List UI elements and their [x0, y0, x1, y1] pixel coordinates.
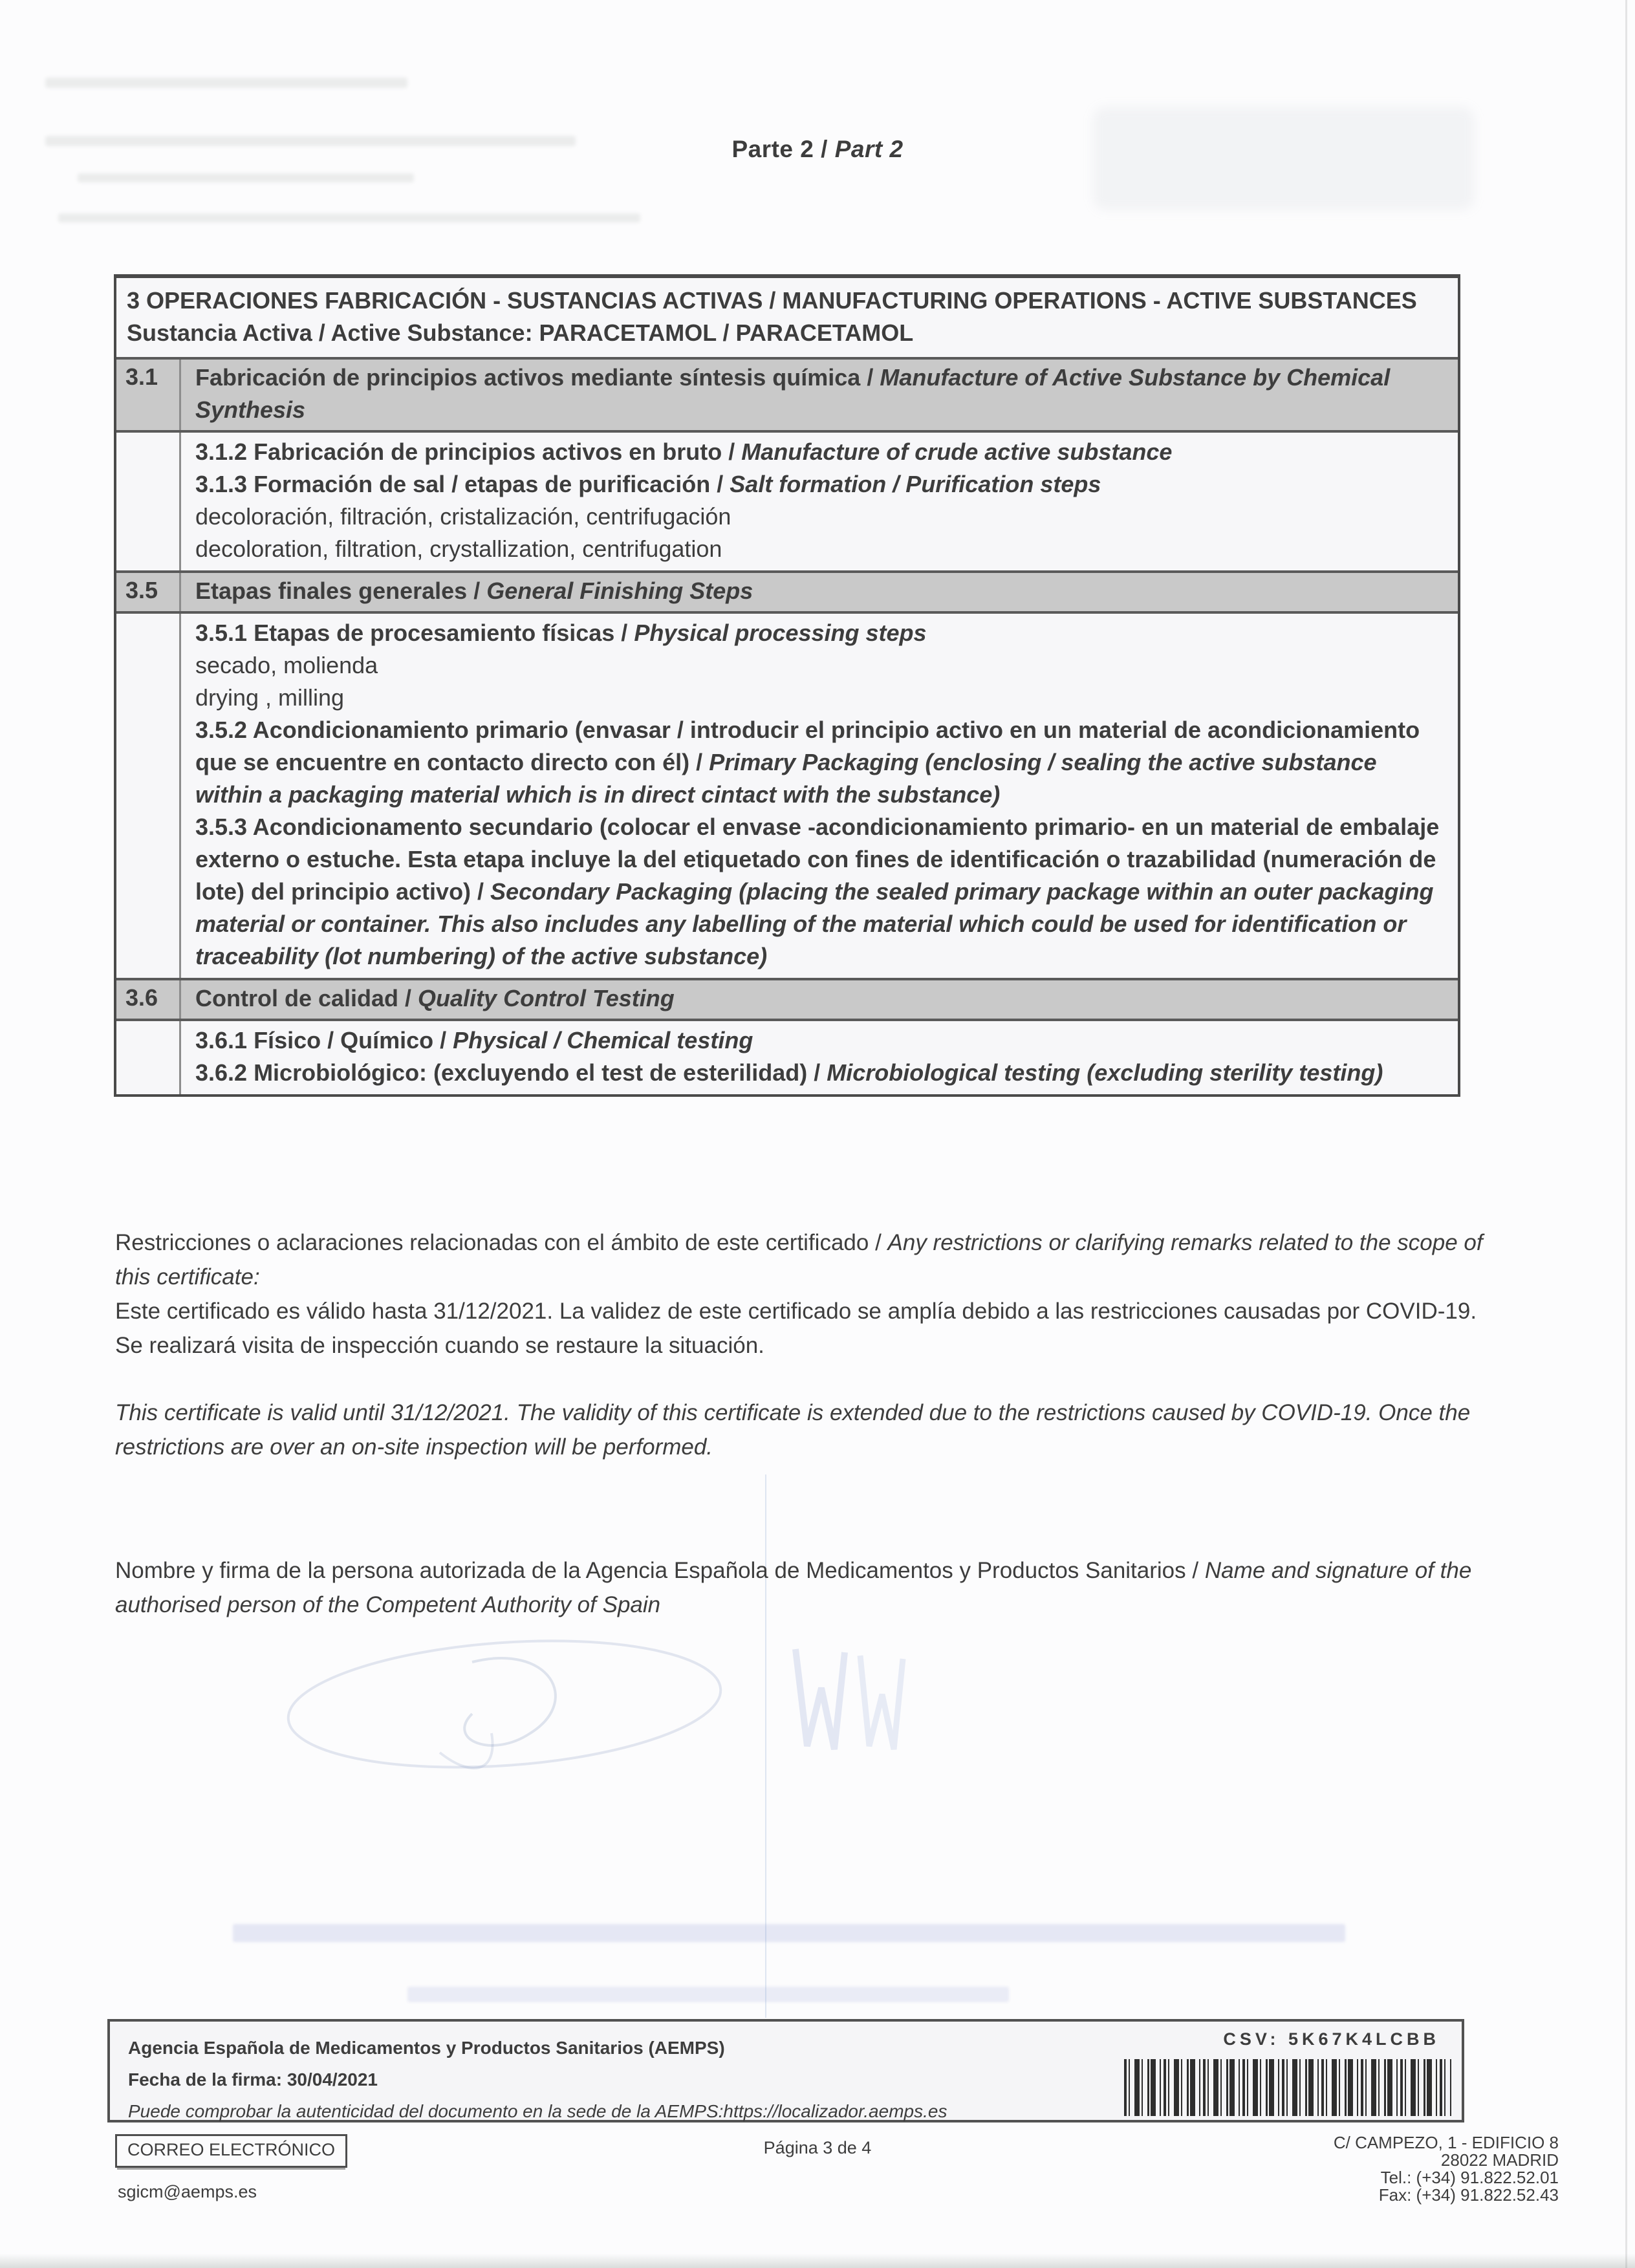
row-number-3-1: 3.1: [116, 360, 181, 430]
row-3-1-text: [181, 360, 1458, 430]
footer-box-left: [128, 2032, 947, 2127]
row-3-6-details-text: [181, 1021, 1458, 1094]
row-3-1-details-text: [181, 433, 1458, 570]
row-3-1-es: Fabricación de principios activos mediante síntesis química /: [195, 364, 880, 391]
remarks-intro: Restricciones o aclaraciones relacionadas con el ámbito de este certificado / Any restrictions or clarifying remarks related to the scope of this certificate:: [115, 1230, 1483, 1290]
phone-line: Tel.: (+34) 91.822.52.01: [1380, 2168, 1559, 2187]
page-title-es: Parte 2 /: [731, 136, 835, 162]
row-3-6-text: [181, 980, 1458, 1019]
csv-code: CSV: 5K67K4LCBB: [1223, 2029, 1440, 2049]
table-header-cell: [116, 278, 1458, 357]
table-row-3-5: [116, 570, 1458, 611]
ghost-signature: [278, 1604, 990, 1811]
line-3-5-2: 3.5.2 Acondicionamiento primario (envasar / introducir el principio activo en un material de acondicionamiento que se encuentre en contacto directo con él) / Primary Packaging (enclosing / sealing the active substance within a packaging material which is in direct cintact with the substance): [195, 717, 1420, 808]
agency-name: Agencia Española de Medicamentos y Productos Sanitarios (AEMPS): [128, 2038, 725, 2058]
table-header-row: [116, 278, 1458, 357]
table-row-3-1-details: [116, 430, 1458, 570]
line-3-5-1: 3.5.1 Etapas de procesamiento físicas / Physical processing steps: [195, 620, 927, 646]
line-3-6-2: 3.6.2 Microbiológico: (excluyendo el test de esterilidad) / Microbiological testing (excluding sterility testing): [195, 1059, 1383, 1086]
scan-artifact-top-left-1: [45, 78, 407, 88]
row-3-5-es: Etapas finales generales /: [195, 578, 487, 604]
scan-edge-right: [1625, 0, 1627, 2268]
row-3-5-en: General Finishing Steps: [486, 578, 753, 604]
row-3-6-en: Quality Control Testing: [418, 985, 675, 1011]
footer-info-box: [107, 2019, 1464, 2122]
scan-artifact-top-left-3: [78, 173, 414, 182]
signature-label-block: [115, 1553, 1486, 1622]
line-drying-en: drying , milling: [195, 684, 345, 711]
table-title: 3 OPERACIONES FABRICACIÓN - SUSTANCIAS ACTIVAS / MANUFACTURING OPERATIONS - ACTIVE SUBSTANCES: [127, 287, 1417, 314]
address-block: [1334, 2134, 1559, 2204]
fax-line: Fax: (+34) 91.822.52.43: [1378, 2185, 1559, 2205]
scan-edge-bottom: [0, 2254, 1635, 2268]
line-decoloration-en: decoloration, filtration, crystallization, centrifugation: [195, 535, 722, 562]
line-3-6-1: 3.6.1 Físico / Químico / Physical / Chemical testing: [195, 1027, 753, 1053]
page-title: [0, 136, 1635, 163]
line-decoloracion-es: decoloración, filtración, cristalización, centrifugación: [195, 503, 731, 530]
row-3-6-es: Control de calidad /: [195, 985, 418, 1011]
table-row-3-1: [116, 357, 1458, 430]
table-row-3-5-details: [116, 611, 1458, 978]
table-row-3-6: [116, 978, 1458, 1019]
email-address: sgicm@aemps.es: [118, 2182, 257, 2201]
scan-artifact-top-left-4: [58, 213, 640, 222]
row-3-5-text: [181, 573, 1458, 611]
remarks-body-en: This certificate is valid until 31/12/2021. The validity of this certificate is extended due to the restrictions caused by COVID-19. Once the restrictions are over an on-site inspection will be performed.: [115, 1400, 1471, 1460]
manufacturing-operations-table: [114, 274, 1460, 1097]
address-line-1: C/ CAMPEZO, 1 - EDIFICIO 8: [1333, 2133, 1559, 2152]
email-label: CORREO ELECTRÓNICO: [127, 2140, 336, 2159]
signature-label: Nombre y firma de la persona autorizada de la Agencia Española de Medicamentos y Productos Sanitarios / Name and signature of the authorised person of the Competent Authority of Spain: [115, 1558, 1472, 1617]
page-title-en: Part 2: [834, 136, 904, 162]
barcode-image: [1124, 2059, 1451, 2116]
active-substance-line: Sustancia Activa / Active Substance: PARACETAMOL / PARACETAMOL: [127, 319, 914, 346]
page-indicator: Página 3 de 4: [763, 2138, 872, 2157]
line-3-1-2: 3.1.2 Fabricación de principios activos en bruto / Manufacture of crude active substance: [195, 438, 1173, 465]
row-number-3-6: 3.6: [116, 980, 181, 1019]
row-number-empty-1: [116, 433, 181, 570]
row-3-5-details-text: [181, 614, 1458, 978]
row-3-1-en: Manufacture of Active Substance by Chemical Synthesis: [195, 364, 1391, 423]
row-number-empty-2: [116, 614, 181, 978]
scan-artifact-bleed-text-2: [407, 1987, 1009, 2002]
table-row-3-6-details: [116, 1019, 1458, 1094]
verification-note: Puede comprobar la autenticidad del documento en la sede de la AEMPS:https://localizador.aemps.es: [128, 2101, 947, 2121]
signing-date: Fecha de la firma: 30/04/2021: [128, 2069, 378, 2090]
line-secado-es: secado, molienda: [195, 652, 378, 678]
line-3-5-3: 3.5.3 Acondicionamento secundario (colocar el envase -acondicionamiento primario- en un material de embalaje externo o estuche. Esta etapa incluye la del etiquetado con fines de identificación o trazabilidad (numeración de lote) del principio activo) / Secondary Packaging (placing the sealed primary package within an outer packaging material or container. This also includes any labelling of the material which could be used for identification or traceability (lot numbering) of the active substance): [195, 814, 1440, 969]
remarks-body-es: Este certificado es válido hasta 31/12/2021. La validez de este certificado se amplía debido a las restricciones causadas por COVID-19. Se realizará visita de inspección cuando se restaure la situación.: [115, 1299, 1477, 1358]
line-3-1-3: 3.1.3 Formación de sal / etapas de purificación / Salt formation / Purification steps: [195, 471, 1101, 497]
scan-artifact-bleed-text-1: [233, 1924, 1345, 1942]
address-line-2: 28022 MADRID: [1440, 2150, 1559, 2170]
remarks-block: [115, 1226, 1486, 1363]
row-number-empty-3: [116, 1021, 181, 1094]
row-number-3-5: 3.5: [116, 573, 181, 611]
